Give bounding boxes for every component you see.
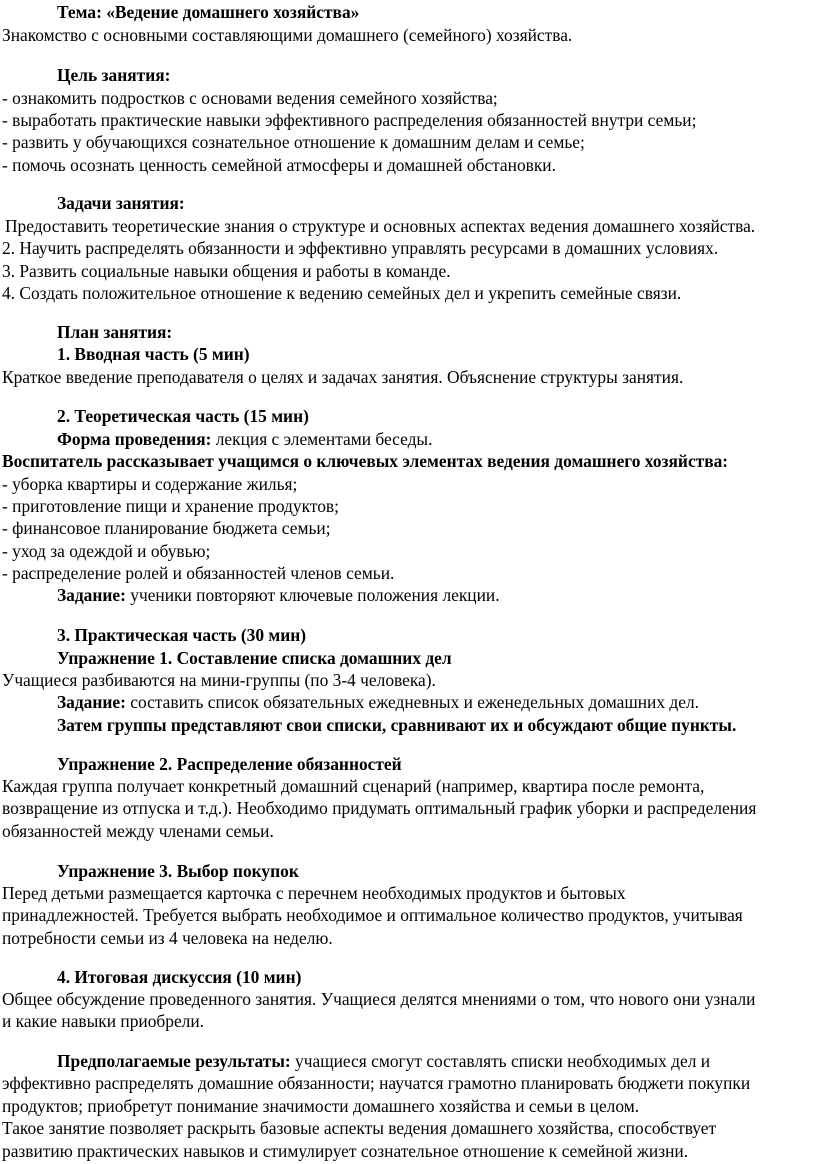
ex1-task-label: Задание:: [57, 692, 126, 713]
ex1-text: Учащиеся разбиваются на мини-группы (по 3-4 человека).: [2, 669, 436, 690]
results-first-line: [57, 1051, 710, 1071]
results-line: эффективно распределять домашние обязанности; научатся грамотно планировать бюджети покупки: [2, 1073, 751, 1094]
goal-item: - ознакомить подростков с основами ведения семейного хозяйства;: [2, 87, 498, 108]
results-first-text: учащиеся смогут составлять списки необходимых дел и: [290, 1051, 711, 1072]
topic-title: «Ведение домашнего хозяйства»: [106, 1, 360, 22]
tasks-heading: Задачи занятия:: [57, 192, 185, 213]
part2-item: - уборка квартиры и содержание жилья;: [2, 473, 298, 494]
part2-lead: Воспитатель рассказывает учащимся о ключевых элементах ведения домашнего хозяйства:: [2, 451, 729, 472]
results-line: продуктов; приобретут понимание значимости домашнего хозяйства и семьи в целом.: [2, 1095, 640, 1116]
part1-text: Краткое введение преподавателя о целях и задачах занятия. Объяснение структуры занятия.: [2, 366, 684, 387]
ex1-heading: Упражнение 1. Составление списка домашних дел: [57, 647, 452, 668]
ex3-line: принадлежностей. Требуется выбрать необходимое и оптимальное количество продуктов, учитывая: [2, 905, 743, 926]
topic-label: Тема:: [57, 1, 102, 22]
results-line: развитию практических навыков и стимулирует сознательное отношение к семейной жизни.: [2, 1140, 689, 1161]
ex1-task-line: [57, 692, 699, 712]
part2-item: - финансовое планирование бюджета семьи;: [2, 518, 331, 539]
part2-task-line: [57, 585, 500, 605]
form-text: лекция с элементами беседы.: [211, 428, 433, 449]
ex3-line: потребности семьи из 4 человека на неделю.: [2, 927, 333, 948]
results-label: Предполагаемые результаты:: [57, 1051, 291, 1072]
task-item: 3. Развить социальные навыки общения и работы в команде.: [2, 260, 451, 281]
part3-heading: 3. Практическая часть (30 мин): [57, 625, 307, 646]
topic-intro: Знакомство с основными составляющими домашнего (семейного) хозяйства.: [2, 25, 573, 46]
part2-item: - распределение ролей и обязанностей членов семьи.: [2, 562, 395, 583]
ex3-heading: Упражнение 3. Выбор покупок: [57, 860, 299, 881]
part2-heading: 2. Теоретическая часть (15 мин): [57, 406, 309, 427]
part4-line: и какие навыки приобрели.: [2, 1011, 205, 1032]
part4-line: Общее обсуждение проведенного занятия. Учащиеся делятся мнениями о том, что нового они узнали: [2, 988, 756, 1009]
ex2-line: Каждая группа получает конкретный домашний сценарий (например, квартира после ремонта,: [2, 775, 705, 796]
topic-line: [57, 2, 359, 22]
task-item: 4. Создать положительное отношение к ведению семейных дел и укрепить семейные связи.: [2, 282, 682, 303]
part2-item: - уход за одеждой и обувью;: [2, 540, 211, 561]
part4-heading: 4. Итоговая дискуссия (10 мин): [57, 966, 302, 987]
ex1-bold-line: Затем группы представляют свои списки, сравнивают их и обсуждают общие пункты.: [57, 714, 737, 735]
goal-item: - выработать практические навыки эффективного распределения обязанностей внутри семьи;: [2, 109, 697, 130]
part1-heading: 1. Вводная часть (5 мин): [57, 344, 250, 365]
ex2-heading: Упражнение 2. Распределение обязанностей: [57, 753, 402, 774]
results-line: Такое занятие позволяет раскрыть базовые аспекты ведения домашнего хозяйства, способствует: [2, 1118, 717, 1139]
ex2-line: возвращение из отпуска и т.д.). Необходимо придумать оптимальный график уборки и распределения: [2, 798, 757, 819]
goal-item: - развить у обучающихся сознательное отношение к домашним делам и семье;: [2, 132, 585, 153]
plan-heading: План занятия:: [57, 321, 173, 342]
task-item: Предоставить теоретические знания о структуре и основных аспектах ведения домашнего хозяйства.: [5, 215, 756, 236]
task-text: ученики повторяют ключевые положения лекции.: [125, 585, 500, 606]
task-item: 2. Научить распределять обязанности и эффективно управлять ресурсами в домашних условиях.: [2, 238, 719, 259]
task-label: Задание:: [57, 585, 126, 606]
part2-form-line: [57, 429, 432, 449]
ex3-line: Перед детьми размещается карточка с перечнем необходимых продуктов и бытовых: [2, 882, 626, 903]
ex2-line: обязанностей между членами семьи.: [2, 820, 274, 841]
goal-item: - помочь осознать ценность семейной атмосферы и домашней обстановки.: [2, 154, 556, 175]
form-label: Форма проведения:: [57, 428, 212, 449]
part2-item: - приготовление пищи и хранение продуктов;: [2, 495, 339, 516]
goal-heading: Цель занятия:: [57, 65, 171, 86]
ex1-task-text: составить список обязательных ежедневных и еженедельных домашних дел.: [125, 692, 699, 713]
